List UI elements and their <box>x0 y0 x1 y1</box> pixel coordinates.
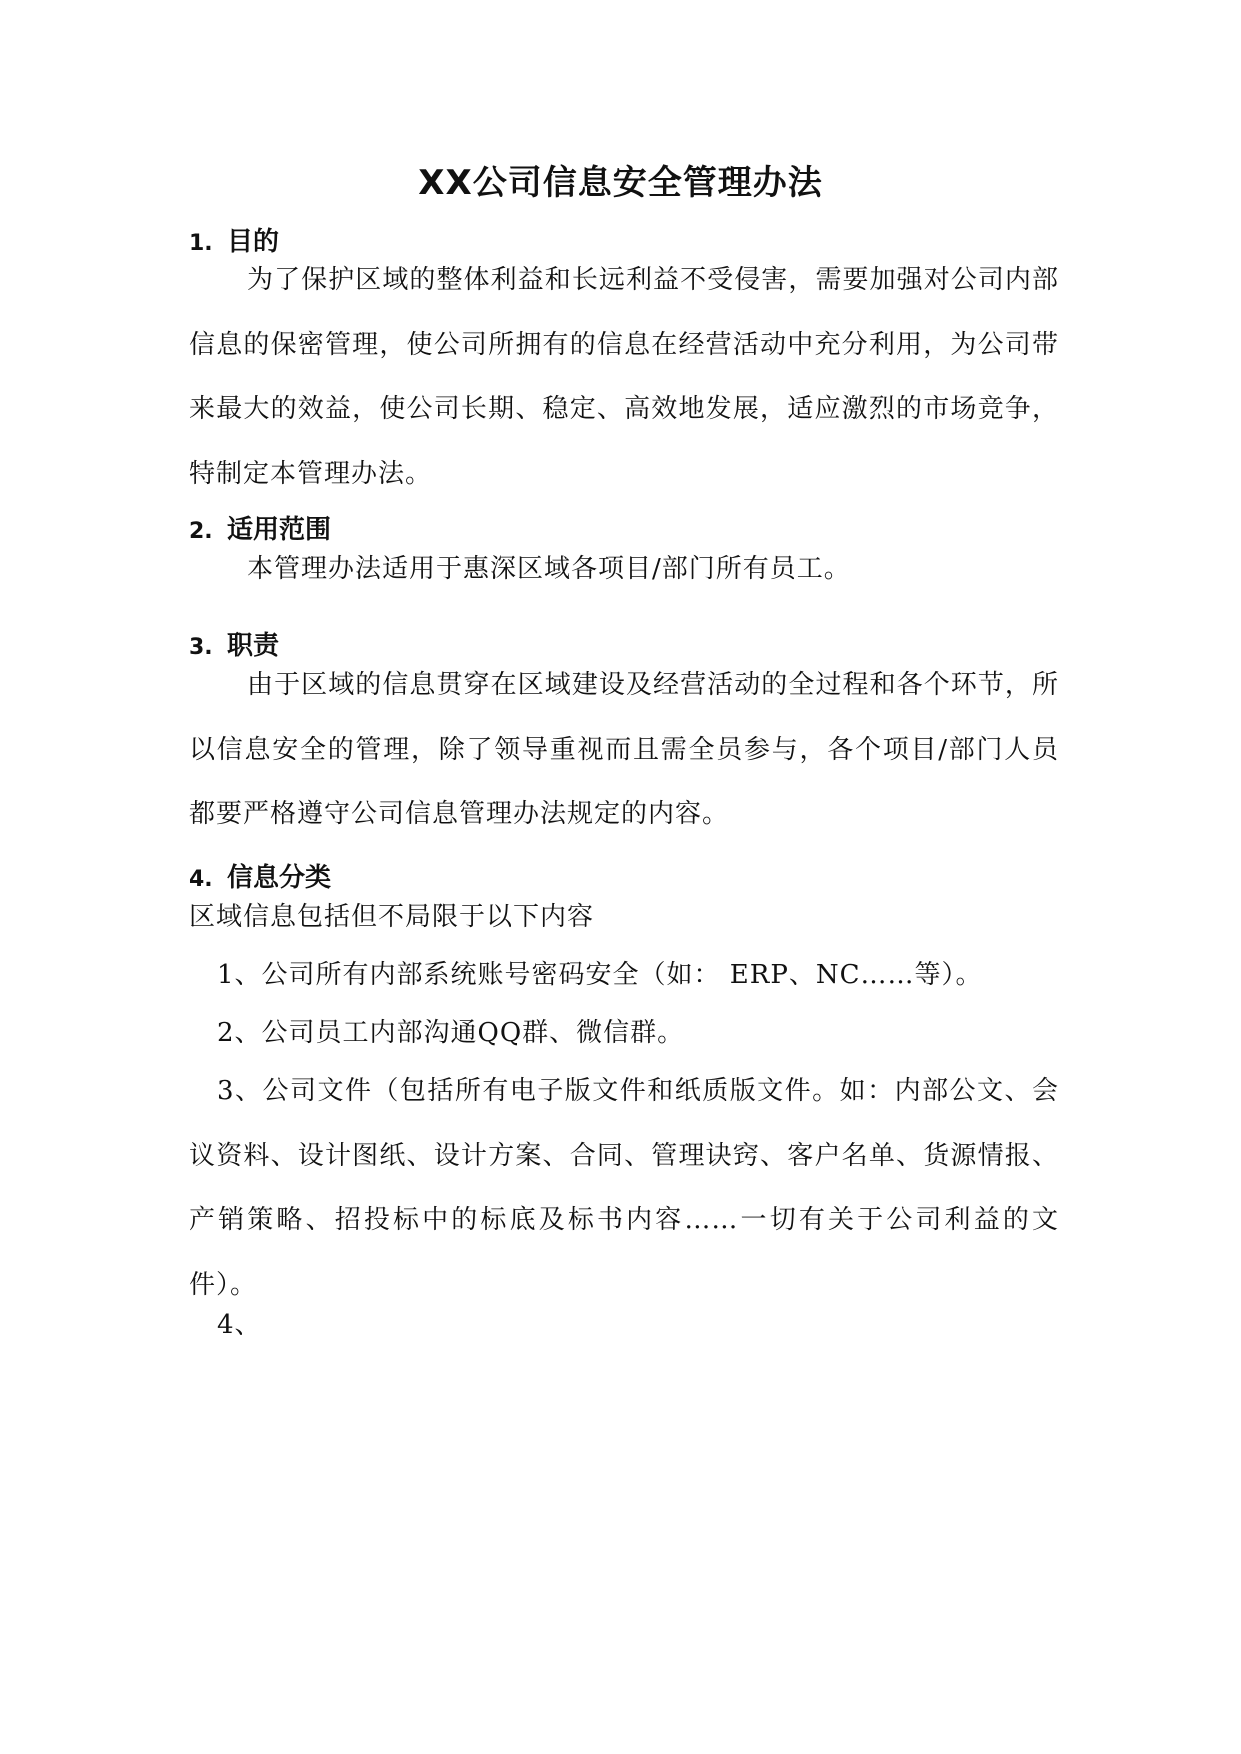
section-number: 3. <box>189 635 213 660</box>
list-item: 3、公司文件（包括所有电子版文件和纸质版文件。如：内部公文、会议资料、设计图纸、设计方案、合同、管理诀窍、客户名单、货源情报、产销策略、招投标中的标底及标书内容……一切有关于公司利益的文件）。 <box>189 1076 1059 1300</box>
document-title: XX公司信息安全管理办法 <box>418 163 823 203</box>
section-intro-classification: 区域信息包括但不局限于以下内容 <box>189 902 595 932</box>
list-item: 1、公司所有内部系统账号密码安全（如： ERP、NC……等）。 <box>217 960 983 990</box>
section-body-purpose: 为了保护区域的整体利益和长远利益不受侵害，需要加强对公司内部信息的保密管理，使公司所拥有的信息在经营活动中充分利用，为公司带来最大的效益，使公司长期、稳定、高效地发展，适应激烈的市场竞争，特制定本管理办法。 <box>189 265 1059 489</box>
section-heading-text: 职责 <box>227 631 280 661</box>
section-heading-text: 信息分类 <box>227 863 332 893</box>
section-body-responsibility: 由于区域的信息贯穿在区域建设及经营活动的全过程和各个环节，所以信息安全的管理，除了领导重视而且需全员参与，各个项目/部门人员都要严格遵守公司信息管理办法规定的内容。 <box>189 670 1059 829</box>
section-number: 4. <box>189 867 213 892</box>
list-item: 4、 <box>217 1310 262 1340</box>
section-heading-text: 适用范围 <box>227 515 332 545</box>
section-heading-text: 目的 <box>227 227 280 257</box>
section-body-scope: 本管理办法适用于惠深区域各项目/部门所有员工。 <box>247 554 851 584</box>
list-item: 2、公司员工内部沟通QQ群、微信群。 <box>217 1018 685 1048</box>
section-number: 2. <box>189 519 213 544</box>
section-number: 1. <box>189 231 213 256</box>
